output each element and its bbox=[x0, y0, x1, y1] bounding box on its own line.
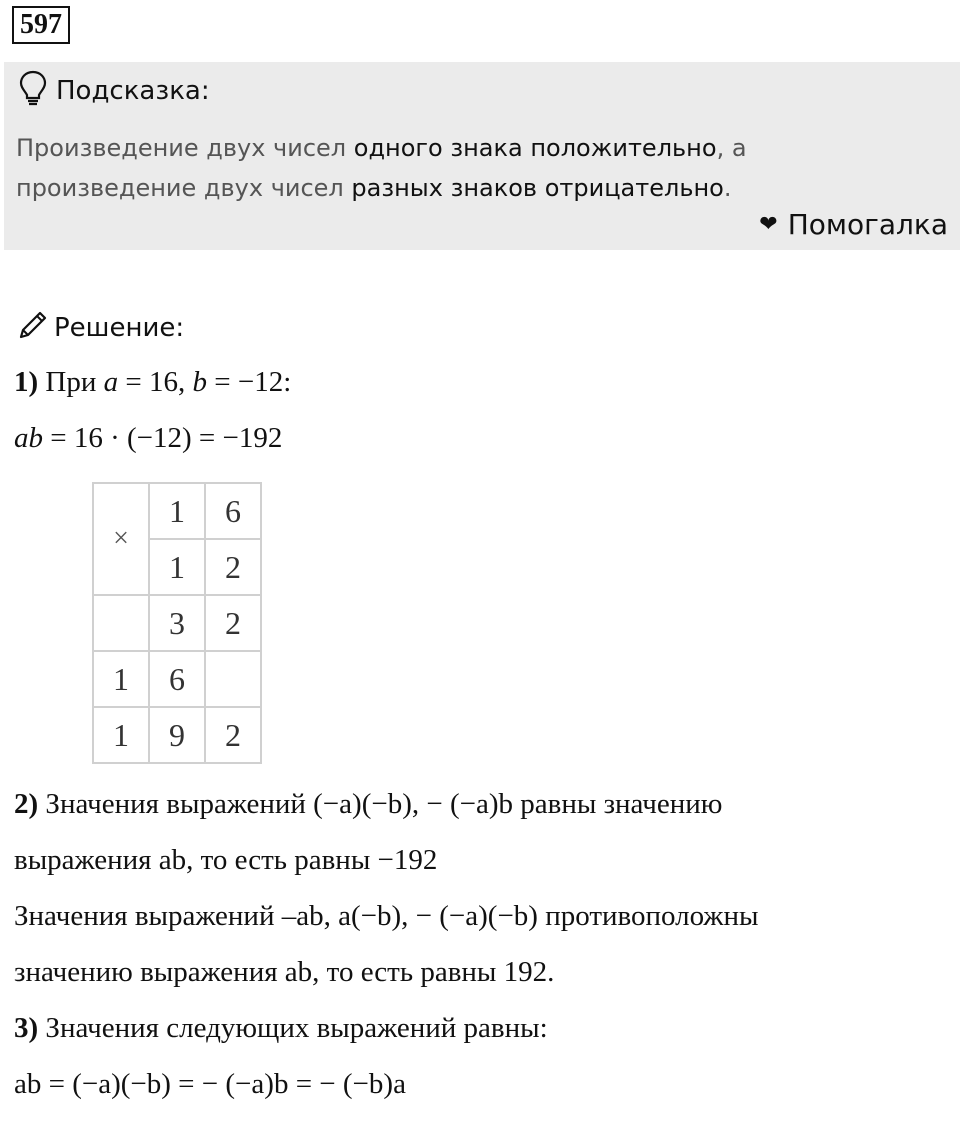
solution-step-3-line2: ab = (−a)(−b) = − (−a)b = − (−b)a bbox=[14, 1068, 406, 1100]
hint-title: Подсказка: bbox=[56, 75, 210, 106]
variable-b: b bbox=[192, 366, 207, 398]
table-cell: 2 bbox=[205, 539, 261, 595]
variable-a: a bbox=[103, 366, 119, 398]
step-number: 1) bbox=[14, 366, 39, 398]
solution-step-2-line4: значению выражения ab, то есть равны 192. bbox=[14, 956, 555, 988]
solution-step-2-line2: выражения ab, то есть равны −192 bbox=[14, 844, 438, 876]
step-text: При bbox=[38, 366, 104, 398]
solution-step-1 bbox=[14, 366, 291, 399]
brand-label: Помогалка bbox=[787, 208, 948, 241]
table-cell: 6 bbox=[205, 483, 261, 539]
step-number: 2) bbox=[14, 788, 39, 820]
table-row bbox=[93, 707, 261, 763]
hint-emphasis: разных знаков отрицательно bbox=[351, 174, 724, 202]
table-cell: 2 bbox=[205, 595, 261, 651]
table-cell: 9 bbox=[149, 707, 205, 763]
table-cell: 1 bbox=[93, 707, 149, 763]
heart-icon: ❤ bbox=[759, 212, 778, 237]
step-text: Значения выражений (−a)(−b), − (−a)b равны значению bbox=[38, 788, 723, 820]
solution-step-2 bbox=[14, 788, 722, 821]
hint-text-part: , а bbox=[716, 134, 747, 162]
step-number: 3) bbox=[14, 1012, 39, 1044]
calc-line bbox=[14, 422, 282, 455]
times-sign: × bbox=[93, 483, 149, 595]
solution-step-3 bbox=[14, 1012, 548, 1045]
table-cell: 1 bbox=[149, 483, 205, 539]
table-cell: 3 bbox=[149, 595, 205, 651]
pencil-icon bbox=[16, 308, 50, 347]
hint-header bbox=[18, 70, 210, 111]
hint-text bbox=[16, 128, 946, 208]
task-number: 597 bbox=[12, 6, 70, 44]
hint-text-part: произведение двух чисел bbox=[16, 174, 352, 202]
multiplication-table bbox=[92, 482, 262, 764]
table-cell: 1 bbox=[93, 651, 149, 707]
table-cell: 1 bbox=[149, 539, 205, 595]
hint-emphasis: одного знака положительно bbox=[353, 134, 717, 162]
step-text: Значения следующих выражений равны: bbox=[38, 1012, 548, 1044]
variable-ab: ab bbox=[14, 422, 43, 454]
hint-text-part: . bbox=[723, 174, 732, 202]
table-cell bbox=[205, 651, 261, 707]
table-row bbox=[93, 595, 261, 651]
hint-box bbox=[4, 62, 960, 250]
table-row bbox=[93, 483, 261, 539]
hint-text-part: Произведение двух чисел bbox=[16, 134, 354, 162]
step-text: = 16, bbox=[118, 366, 193, 398]
solution-title: Решение: bbox=[54, 312, 185, 343]
solution-header bbox=[16, 308, 184, 347]
lightbulb-icon bbox=[18, 70, 48, 111]
table-cell: 6 bbox=[149, 651, 205, 707]
table-cell: 2 bbox=[205, 707, 261, 763]
brand-link[interactable] bbox=[759, 208, 948, 241]
calc-text: = 16 · (−12) = −192 bbox=[43, 422, 283, 454]
table-cell bbox=[93, 595, 149, 651]
step-text: = −12: bbox=[207, 366, 292, 398]
solution-step-2-line3: Значения выражений –ab, a(−b), − (−a)(−b) противоположны bbox=[14, 900, 759, 932]
table-row bbox=[93, 651, 261, 707]
